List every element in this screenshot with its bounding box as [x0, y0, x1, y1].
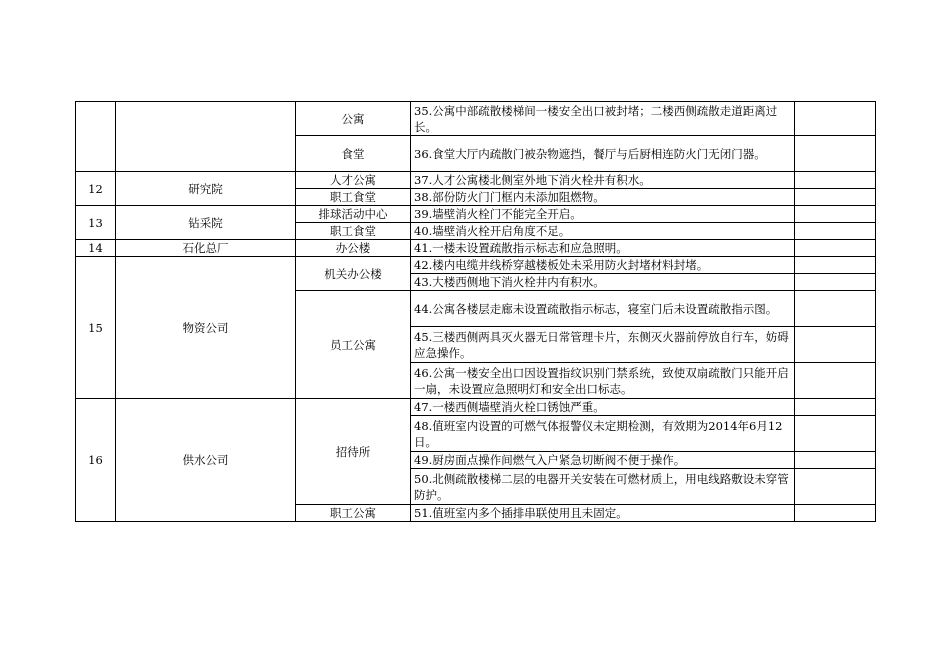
note-cell	[795, 102, 876, 136]
row-number: 15	[76, 257, 116, 399]
location-name: 职工食堂	[296, 189, 411, 206]
issue-text: 46.公寓一楼安全出口因设置指纹识别门禁系统，致使双扇疏散门只能开启一扇，未设置应急照明灯和安全出口标志。	[411, 363, 795, 399]
table-row	[76, 206, 876, 223]
issue-text: 41.一楼未设置疏散指示标志和应急照明。	[411, 240, 795, 257]
table-row	[76, 172, 876, 189]
issue-text: 43.大楼西侧地下消火栓井内有积水。	[411, 274, 795, 291]
issue-text: 49.厨房面点操作间燃气入户紧急切断阀不便于操作。	[411, 452, 795, 469]
location-name: 员工公寓	[296, 291, 411, 399]
issue-text: 50.北侧疏散楼梯二层的电器开关安装在可燃材质上，用电线路敷设未穿管防护。	[411, 469, 795, 505]
note-cell	[795, 469, 876, 505]
unit-name: 物资公司	[116, 257, 296, 399]
issue-text: 35.公寓中部疏散楼梯间一楼安全出口被封堵；二楼西侧疏散走道距离过长。	[411, 102, 795, 136]
location-name: 招待所	[296, 399, 411, 505]
issue-text: 48.值班室内设置的可燃气体报警仪未定期检测，有效期为2014年6月12日。	[411, 416, 795, 452]
note-cell	[795, 327, 876, 363]
row-number: 16	[76, 399, 116, 522]
row-number: 13	[76, 206, 116, 240]
note-cell	[795, 452, 876, 469]
location-name: 食堂	[296, 136, 411, 172]
location-name: 排球活动中心	[296, 206, 411, 223]
issue-text: 42.楼内电缆井线桥穿越楼板处未采用防火封堵材料封堵。	[411, 257, 795, 274]
issue-text: 45.三楼西侧两具灭火器无日常管理卡片，东侧灭火器前停放自行车，妨碍应急操作。	[411, 327, 795, 363]
row-number: 12	[76, 172, 116, 206]
table-row	[76, 257, 876, 274]
issue-text: 37.人才公寓楼北侧室外地下消火栓井有积水。	[411, 172, 795, 189]
note-cell	[795, 274, 876, 291]
table-row	[76, 102, 876, 136]
note-cell	[795, 505, 876, 522]
note-cell	[795, 189, 876, 206]
issue-text: 40.墙壁消火栓开启角度不足。	[411, 223, 795, 240]
row-number: 14	[76, 240, 116, 257]
location-name: 职工食堂	[296, 223, 411, 240]
table-row	[76, 240, 876, 257]
table-row	[76, 399, 876, 416]
location-name: 职工公寓	[296, 505, 411, 522]
note-cell	[795, 206, 876, 223]
note-cell	[795, 223, 876, 240]
issue-text: 36.食堂大厅内疏散门被杂物遮挡，餐厅与后厨相连防火门无闭门器。	[411, 136, 795, 172]
note-cell	[795, 240, 876, 257]
note-cell	[795, 172, 876, 189]
location-name: 机关办公楼	[296, 257, 411, 291]
issue-text: 44.公寓各楼层走廊未设置疏散指示标志，寝室门后未设置疏散指示图。	[411, 291, 795, 327]
unit-name: 研究院	[116, 172, 296, 206]
note-cell	[795, 399, 876, 416]
unit-name: 石化总厂	[116, 240, 296, 257]
unit-name	[116, 102, 296, 172]
unit-name: 供水公司	[116, 399, 296, 522]
issue-text: 51.值班室内多个插排串联使用且未固定。	[411, 505, 795, 522]
issue-text: 39.墙壁消火栓门不能完全开启。	[411, 206, 795, 223]
row-number	[76, 102, 116, 172]
note-cell	[795, 257, 876, 274]
location-name: 公寓	[296, 102, 411, 136]
issue-text: 47.一楼西侧墙壁消火栓口锈蚀严重。	[411, 399, 795, 416]
location-name: 人才公寓	[296, 172, 411, 189]
note-cell	[795, 291, 876, 327]
location-name: 办公楼	[296, 240, 411, 257]
note-cell	[795, 136, 876, 172]
inspection-table	[75, 101, 876, 522]
note-cell	[795, 363, 876, 399]
issue-text: 38.部份防火门门框内未添加阻燃物。	[411, 189, 795, 206]
unit-name: 钻采院	[116, 206, 296, 240]
note-cell	[795, 416, 876, 452]
